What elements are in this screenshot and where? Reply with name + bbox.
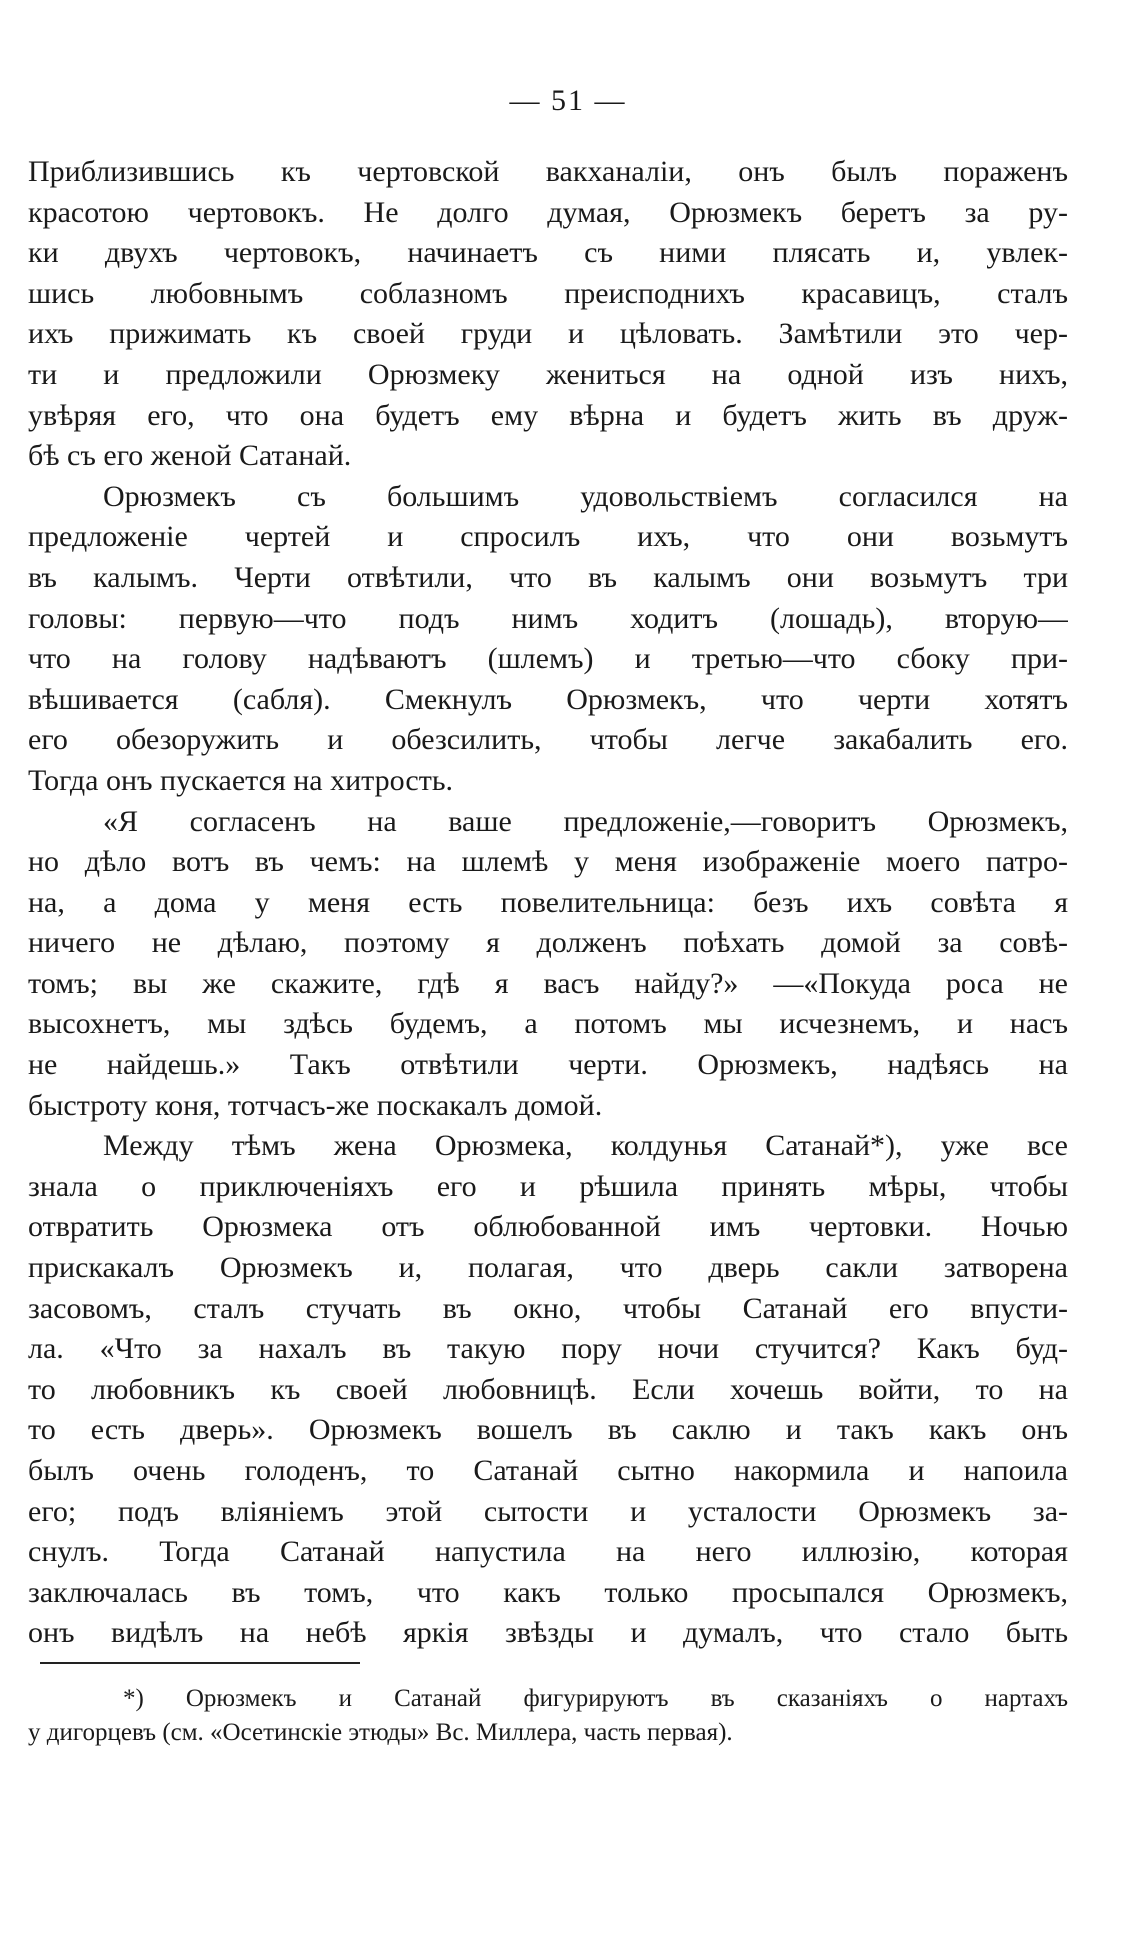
text-line: засовомъ, сталъ стучать въ окно, чтобы Сатанай его впусти- <box>28 1291 1068 1325</box>
text-line: ла. «Что за нахалъ въ такую пору ночи стучится? Какъ буд- <box>28 1332 1068 1366</box>
text-line: его обезоружить и обезсилить, чтобы легче закабалить его. <box>28 723 1068 757</box>
text-line: то есть дверь». Орюзмекъ вошелъ въ саклю и такъ какъ онъ <box>28 1413 1068 1447</box>
paragraph <box>28 477 1068 802</box>
text-line: вѣшивается (сабля). Смекнулъ Орюзмекъ, что черти хотятъ <box>28 682 1068 716</box>
text-line: быстроту коня, тотчасъ-же поскакалъ домой. <box>28 1088 603 1122</box>
text-line: что на голову надѣваютъ (шлемъ) и третью—что сбоку при- <box>28 642 1068 676</box>
text-line: на, а дома у меня есть повелительница: безъ ихъ совѣта я <box>28 885 1068 919</box>
text-line: высохнетъ, мы здѣсь будемъ, а потомъ мы исчезнемъ, и насъ <box>28 1007 1068 1041</box>
text-line: «Я согласенъ на ваше предложеніе,—говоритъ Орюзмекъ, <box>103 804 1068 838</box>
text-line: заключалась въ томъ, что какъ только просыпался Орюзмекъ, <box>28 1575 1068 1609</box>
text-line: то любовникъ къ своей любовницѣ. Если хочешь войти, то на <box>28 1372 1068 1406</box>
text-line: его; подъ вліяніемъ этой сытости и усталости Орюзмекъ за- <box>28 1494 1068 1528</box>
text-line: въ калымъ. Черти отвѣтили, что въ калымъ они возьмутъ три <box>28 560 1068 594</box>
text-line: увѣряя его, что она будетъ ему вѣрна и будетъ жить въ друж- <box>28 398 1068 432</box>
book-page <box>28 0 1068 1936</box>
text-line: отвратить Орюзмека отъ облюбованной имъ чертовки. Ночью <box>28 1210 1068 1244</box>
text-line: красотою чертовокъ. Не долго думая, Орюзмекъ беретъ за ру- <box>28 195 1068 229</box>
text-line: не найдешь.» Такъ отвѣтили черти. Орюзмекъ, надѣясь на <box>28 1048 1068 1082</box>
text-line: снулъ. Тогда Сатанай напустила на него иллюзію, которая <box>28 1535 1068 1569</box>
footnote-line: у дигорцевъ (см. «Осетинскіе этюды» Вс. Миллера, часть первая). <box>28 1719 733 1746</box>
text-line: предложеніе чертей и спросилъ ихъ, что они возьмутъ <box>28 520 1068 554</box>
text-line: томъ; вы же скажите, гдѣ я васъ найду?» —«Покуда роса не <box>28 966 1068 1000</box>
text-line: ти и предложили Орюзмеку жениться на одной изъ нихъ, <box>28 357 1068 391</box>
text-line: знала о приключеніяхъ его и рѣшила принять мѣры, чтобы <box>28 1169 1068 1203</box>
text-line: Приблизившись къ чертовской вакханаліи, онъ былъ пораженъ <box>28 155 1068 188</box>
body-text <box>28 152 1068 1654</box>
text-line: прискакалъ Орюзмекъ и, полагая, что дверь сакли затворена <box>28 1251 1068 1285</box>
footnote <box>28 1682 1068 1750</box>
text-line: головы: первую—что подъ нимъ ходитъ (лошадь), вторую— <box>28 601 1068 635</box>
paragraph <box>28 1126 1068 1654</box>
text-line: ихъ прижимать къ своей груди и цѣловать. Замѣтили это чер- <box>28 317 1068 351</box>
text-line: но дѣло вотъ въ чемъ: на шлемѣ у меня изображеніе моего патро- <box>28 845 1068 879</box>
paragraph <box>28 152 1068 477</box>
text-line: Тогда онъ пускается на хитрость. <box>28 763 453 797</box>
text-line: Между тѣмъ жена Орюзмека, колдунья Сатанай*), уже все <box>103 1129 1068 1163</box>
footnote-line: *) Орюзмекъ и Сатанай фигурируютъ въ сказаніяхъ о нартахъ <box>123 1685 1068 1712</box>
text-line: бѣ съ его женой Сатанай. <box>28 439 352 473</box>
paragraph <box>28 802 1068 1127</box>
text-line: ничего не дѣлаю, поэтому я долженъ поѣхать домой за совѣ- <box>28 926 1068 960</box>
text-line: ки двухъ чертовокъ, начинаетъ съ ними плясать и, увлек- <box>28 236 1068 270</box>
text-line: Орюзмекъ съ большимъ удовольствіемъ согласился на <box>103 479 1068 513</box>
page-number: — 51 — <box>509 84 627 117</box>
text-line: шись любовнымъ соблазномъ преисподнихъ красавицъ, сталъ <box>28 276 1068 310</box>
footnote-divider <box>40 1662 360 1664</box>
text-line: онъ видѣлъ на небѣ яркія звѣзды и думалъ, что стало быть <box>28 1616 1068 1650</box>
text-line: былъ очень голоденъ, то Сатанай сытно накормила и напоила <box>28 1454 1068 1487</box>
